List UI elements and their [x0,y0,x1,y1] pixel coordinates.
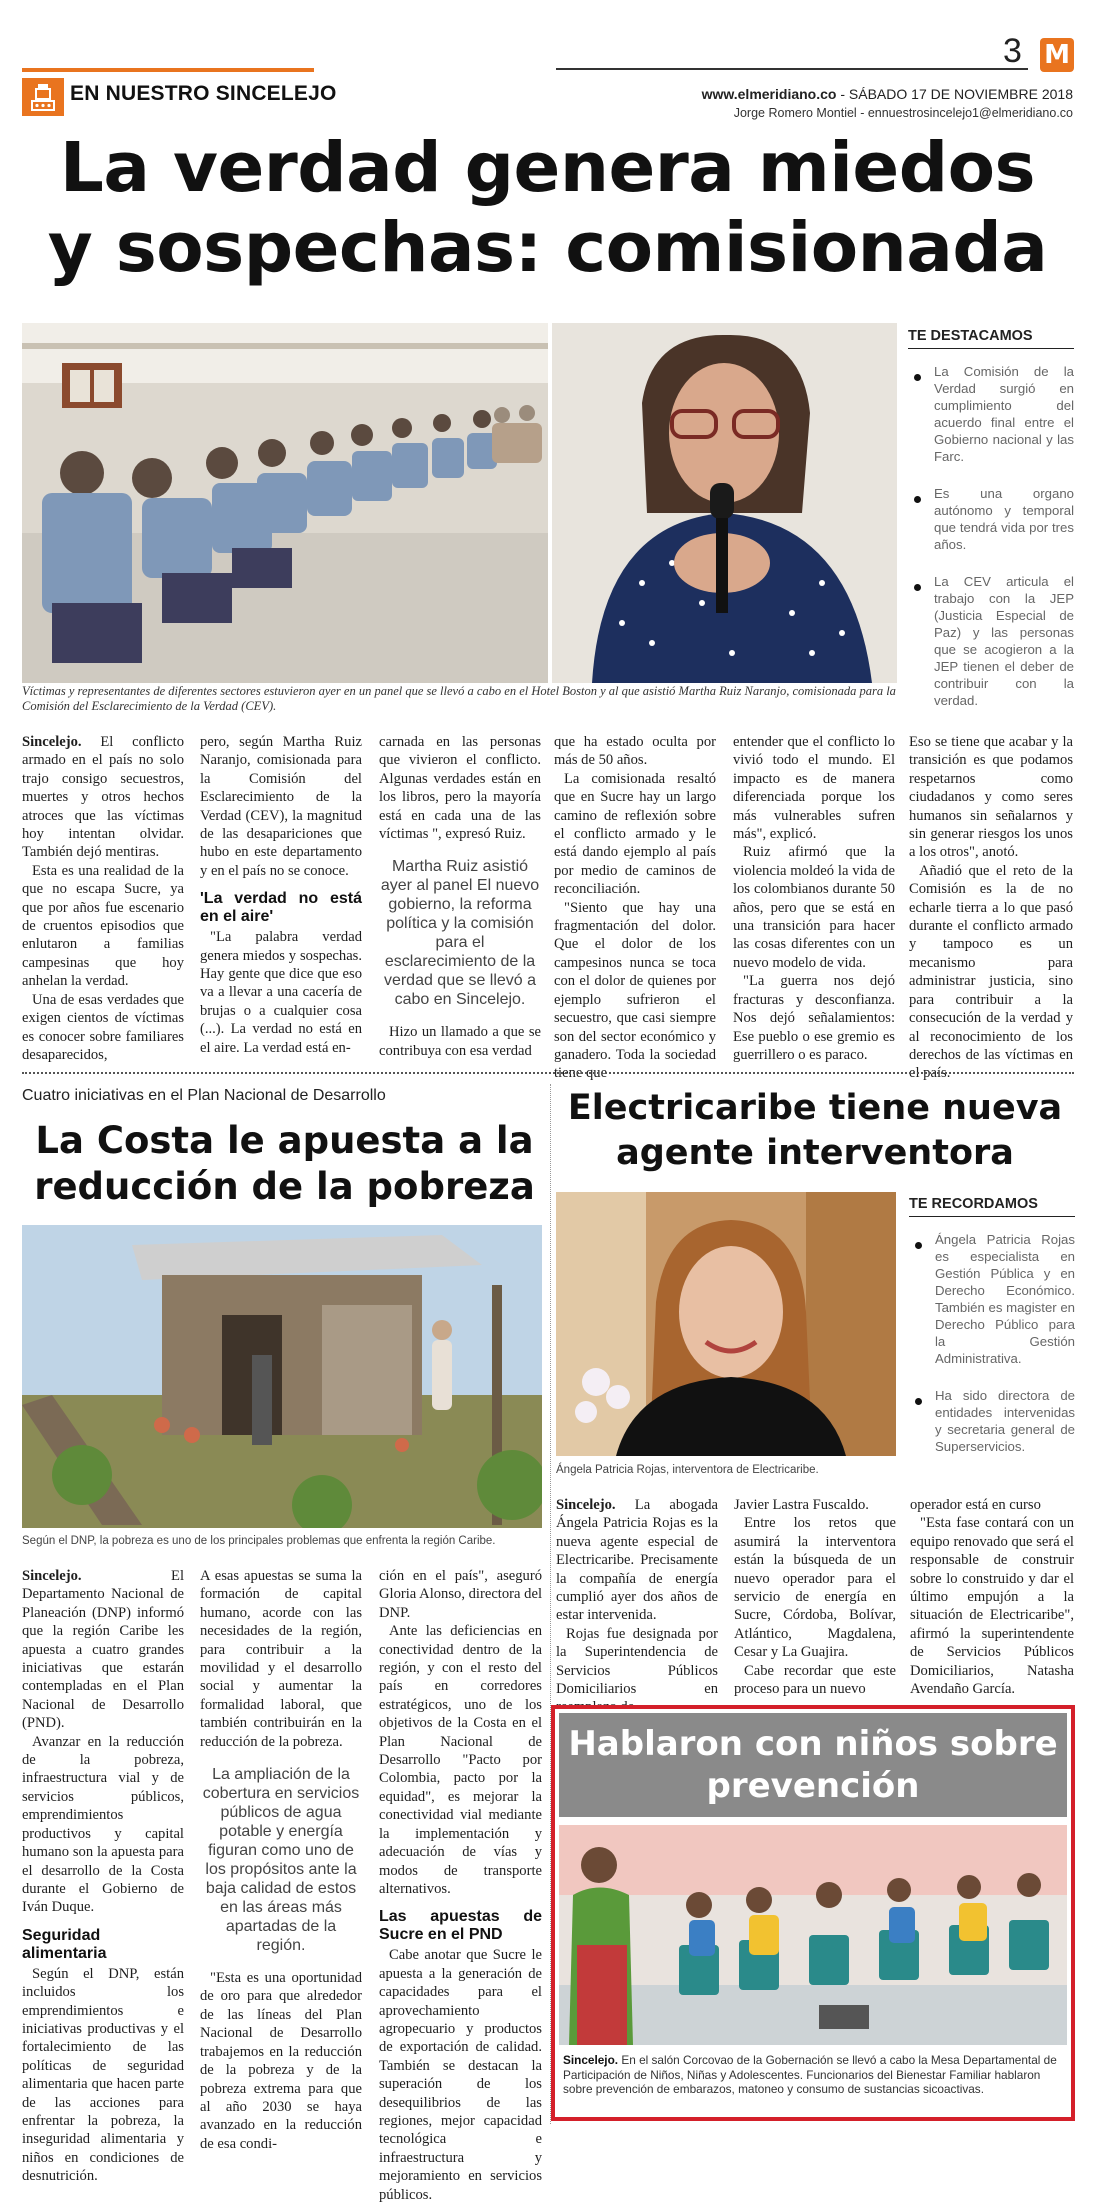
headline-line-1: La verdad genera miedos [59,128,1036,208]
reminders-sidebar [909,1196,1075,1475]
commissioner-photo [552,323,897,683]
section-title: EN NUESTRO SINCELEJO [70,82,337,105]
subheading: Las apuestas de Sucre en el PND [379,1908,542,1944]
main-photo-caption: Víctimas y representantes de diferentes sectores estuvieron ayer en un panel que se llevó a cabo en el Hotel Boston y al que asistió Martha Ruiz Naranjo, comisionada para la Comisión del Esclarecimiento de la Verdad (CEV). [22,684,896,713]
highlight-item: La Comisión de la Verdad surgió en cumplimiento del acuerdo final entre el Gobierno nacional y las Farc. [908,363,1074,465]
section-rule [22,68,314,72]
subheading: 'La verdad no está en el aire' [200,890,362,926]
interventora-photo [556,1192,896,1456]
children-photo-caption: Sincelejo. En el salón Corcovao de la Gobernación se llevó a cabo la Mesa Departamental de Participación de Niños, Niñas y Adolescentes. Funcionarios del Bienestar Familiar hablaron sobre prevención de embarazos, matoneo y consumo de sustancias sicoactivas. [563,2053,1057,2096]
costa-kicker: Cuatro iniciativas en el Plan Nacional de Desarrollo [22,1087,386,1104]
interventora-photo-caption: Ángela Patricia Rojas, interventora de Electricaribe. [556,1464,819,1476]
reminder-item: Ha sido directora de entidades intervenidas y secretaria general de Superservicios. [909,1387,1075,1455]
costa-column-1: Sincelejo. El Departamento Nacional de Planeación (DNP) informó que la región Caribe les apuesta a cuatro grandes iniciativas que estarán contempladas en el Plan Nacional de Desarrollo (PND). Avanzar en la reducción de la pobreza, infraestructura vial y de servicios públicos, emprendimientos productivos y capital humano son la apuesta para el desarrollo de la Costa durante el Gobierno de Iván Duque. Seguridad alimentaria Según el DNP, están incluidos los emprendimientos e iniciativas productivas y el fortalecimiento de las políticas de seguridad alimentaria que hacen parte de las acciones para enfrentar la pobreza, la inseguridad alimentaria y niños en condiciones de desnutrición. [22,1568,184,2185]
main-column-4: que ha estado oculta por más de 50 años. La comisionada resaltó que en Sucre hay un largo camino de reflexión sobre el conflicto armado y le está dando ejemplo al país por medio de caminos de reconciliación. "Siento que hay una fragmentación del dolor. Que el dolor de los campesinos nunca se toca con el dolor de quienes por ejemplo sufrieron el secuestro, que casi siempre son del sector económico y ganadero. Toda la sociedad tiene que [554,734,716,1082]
pull-quote: La ampliación de la cobertura en servicios públicos de agua potable y energía figuran como uno de los propósitos ante la baja calidad de estos en las áreas más apartadas de la región. [202,1766,360,1955]
highlight-item: Es una organo autónomo y temporal que tendrá vida por tres años. [908,485,1074,553]
main-column-5: entender que el conflicto lo vivió todo el mundo. El impacto es de manera diferenciada porque los más vulnerables sufren más", explicó. Ruiz afirmó que la violencia moldeó la vida de los colombianos durante 50 años, pero que se está en una transición para hacer las cosas diferentes con un nuevo modelo de vida. "La guerra nos dejó fracturas y desconfianza. Nos dejó señalamientos: Ese pueblo o ese gremio es guerrillero o es paraco. [733,734,895,1063]
main-column-1: Sincelejo. El conflicto armado en el país no solo trajo consigo secuestros, muertes y otros hechos atroces que las víctimas hoy intentan olvidar. También dejó mentiras. Esta es una realidad de la que no escapa Sucre, ya que por años fue escenario de cruentos episodios que enlutaron a familias campesinas que hoy anhelan la verdad. Una de esas verdades que exigen cientos de víctimas es conocer sobre familiares desaparecidos, [22,734,184,1063]
highlight-item: La CEV articula el trabajo con la JEP (Justicia Especial de Paz) y las personas que se acogieron a la JEP tienen el deber de contribuir con la verdad. [908,573,1074,709]
electricaribe-headline: Electricaribe tiene nueva agente interventora [567,1088,1063,1173]
pull-quote: Martha Ruiz asistió ayer al panel El nuevo gobierno, la reforma política y la comisión para el esclarecimiento de la verdad que se llevó a cabo en Sincelejo. [380,858,540,1009]
costa-column-2: A esas apuestas se suma la formación de capital humano, acorde con las necesidades de la región, para contribuir a la movilidad y el desarrollo social y aumentar la formalidad laboral, que también contribuirán en la reducción de la pobreza. La ampliación de la cobertura en servicios públicos de agua potable y energía figuran como uno de los propósitos ante la baja calidad de estos en las áreas más apartadas de la región. "Esta es una oportunidad de oro para que alrededor de las líneas del Plan Nacional de Desarrollo trabajemos en la reducción de la pobreza y de la pobreza extrema para que al año 2030 se haya avanzado en la reducción de esa condi- [200,1568,362,2152]
poverty-photo [22,1225,542,1528]
electricaribe-column-1: Sincelejo. La abogada Ángela Patricia Rojas es la nueva agente especial de Electricaribe. Precisamente la compañía de energía cumplió ayer dos años de estar intervenida. Rojas fue designada por la Superintendencia de Servicios Públicos Domiciliarios en [556,1497,718,1698]
author-name: Jorge Romero Montiel [733,106,857,120]
byline [734,106,1073,120]
sidebar-title: TE DESTACAMOS [908,328,1074,349]
headline-line-2: y sospechas: comisionada [47,208,1048,288]
main-column-3: carnada en las personas que vivieron el conflicto. Algunas verdades están en los libros, pero la mayoría está en cada una de las víctimas ", expresó Ruiz. Martha Ruiz asistió ayer al panel El nuevo gobierno, la reforma política y la comisión para el esclarecimiento de la verdad que se llevó a cabo en Sincelejo. Hizo un llamado a que se contribuya con esa verdad [379,734,541,1059]
section-icon [22,78,64,116]
costa-headline: La Costa le apuesta a la reducción de la pobreza [34,1119,535,1208]
page-number: 3 [1003,32,1022,70]
subheading: Seguridad alimentaria [22,1926,107,1962]
dateline: Sincelejo. [22,734,82,750]
newspaper-logo [1040,38,1074,72]
poverty-photo-caption: Según el DNP, la pobreza es uno de los principales problemas que enfrenta la región Caribe. [22,1535,496,1547]
website-link[interactable]: www.elmeridiano.co [701,86,837,102]
electricaribe-column-2: Javier Lastra Fuscaldo. Entre los retos que asumirá la interventora están la búsqueda de un nuevo operador para el servicio de energía en Sucre, Córdoba, Bolívar, Atlántico, Magdalena, Cesar y La Guajira. Cabe recordar que este proceso para un nuevo [734,1497,896,1698]
main-column-6: Eso se tiene que acabar y la transición es que podamos respetarnos como ciudadanos y como seres humanos sin señalarnos y sin generar riesgos los unos a los otros", anotó. Añadió que el reto de la Comisión es la de no echarle tierra a lo que pasó durante el conflicto armado y tampoco es un mecanismo para administrar justicia, sino para contribuir a la consecución de la verdad y al reconocimiento de los derechos de las víctimas en el país. [909,734,1073,1082]
sidebar-title: TE RECORDAMOS [909,1196,1075,1217]
issue-date: - SÁBADO 17 DE NOVIEMBRE 2018 [840,86,1073,102]
logo-letter: M [1044,40,1070,70]
section-divider [22,1072,1074,1074]
prevention-headline: Hablaron con niños sobre prevención [568,1724,1058,1806]
prevention-headline-band [559,1713,1067,1817]
prevention-box [551,1705,1075,2121]
costa-column-3: ción en el país", aseguró Gloria Alonso, directora del DNP. Ante las deficiencias en conectividad dentro de la región, y con el resto del país en corredores estratégicos, uno de los objetivos de la Costa en el Plan Nacional de Desarrollo "Pacto por Colombia, pacto por la equidad", es mejorar la conectividad vial mediante la implementación y adecuación de vías y modos de transporte alternativos. Las apuestas de Sucre en el PND Cabe anotar que Sucre le apuesta a la generación de capacidades para el aprovechamiento agropecuario y productos de exportación de calidad. También se destacan la superación de los desequilibrios de las regiones, mejor capacidad tecnológica e infraestructura y mejoramiento en servicios públicos. [379,1568,542,2203]
dateline: Sincelejo. [556,1497,616,1513]
highlights-sidebar [908,328,1074,729]
main-headline [20,128,1075,288]
main-column-2: pero, según Martha Ruiz Naranjo, comisionada para la Comisión del Esclarecimiento de la Verdad (CEV), la magnitud de las desapariciones que hubo en este departamento y en el país no se conoce. 'La verdad no está en el aire' "La palabra verdad genera miedos y sospechas. Hay gente que dice que eso va a llevar a una cacería de brujas o a cualquier cosa (...). La verdad no está en el aire. La verdad está en- [200,734,362,1056]
reminder-item: Ángela Patricia Rojas es especialista en Gestión Pública y en Derecho Económico. También es magister en Derecho Público para la Gestión Administrativa. [909,1231,1075,1367]
dateline: Sincelejo. [563,2053,619,2067]
children-photo [559,1825,1067,2045]
electricaribe-column-3: operador está en curso "Esta fase contará con un equipo renovado que será el responsable de construir sobre lo construido y dar el último empujón a la situación de Electricaribe", afirmó la superintendente de Servicios Públicos Domiciliarios, Natasha Avendaño García. [910,1497,1074,1698]
audience-photo [22,323,548,683]
header-rule [556,68,1028,70]
author-email[interactable]: - ennuestrosincelejo1@elmeridiano.co [860,106,1073,120]
dateline: Sincelejo. [22,1568,82,1584]
header-info [702,86,1073,102]
